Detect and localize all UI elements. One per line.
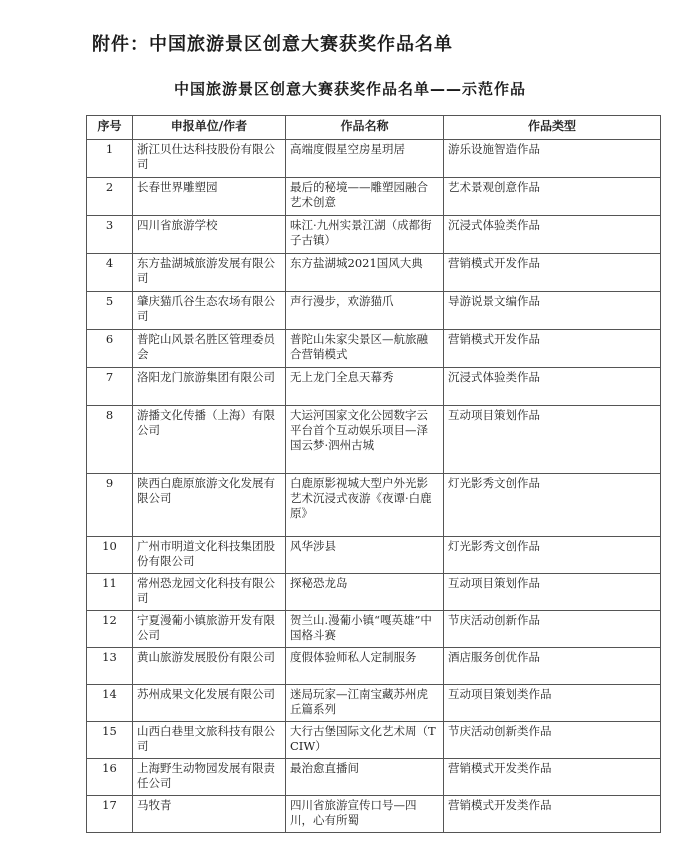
row-organization: 东方盐湖城旅游发展有限公司 <box>133 254 286 292</box>
column-header-number: 序号 <box>87 116 133 140</box>
row-work-type: 互动项目策划作品 <box>444 574 661 611</box>
row-organization: 陕西白鹿原旅游文化发展有限公司 <box>133 474 286 537</box>
row-number: 12 <box>87 611 133 648</box>
row-work-name: 东方盐湖城2021国风大典 <box>286 254 444 292</box>
row-work-name: 味江·九州实景江湖（成都街子古镇） <box>286 216 444 254</box>
row-organization: 马牧青 <box>133 796 286 833</box>
row-work-name: 最后的秘境——雕塑园融合艺术创意 <box>286 178 444 216</box>
row-work-name: 大运河国家文化公园数字云平台首个互动娱乐项目—泽国云梦·泗州古城 <box>286 406 444 474</box>
row-work-name: 贺兰山.漫葡小镇“嘎英雄”中国格斗赛 <box>286 611 444 648</box>
row-number: 1 <box>87 140 133 178</box>
table-row <box>87 178 661 216</box>
table-row <box>87 796 661 833</box>
row-number: 9 <box>87 474 133 537</box>
row-work-type: 艺术景观创意作品 <box>444 178 661 216</box>
row-work-type: 营销模式开发作品 <box>444 254 661 292</box>
row-work-type: 沉浸式体验类作品 <box>444 368 661 406</box>
table-row <box>87 574 661 611</box>
row-organization: 上海野生动物园发展有限责任公司 <box>133 759 286 796</box>
table-title: 中国旅游景区创意大赛获奖作品名单——示范作品 <box>173 80 526 98</box>
row-number: 15 <box>87 722 133 759</box>
row-work-name: 风华涉县 <box>286 537 444 574</box>
row-work-type: 互动项目策划类作品 <box>444 685 661 722</box>
row-work-type: 灯光影秀文创作品 <box>444 474 661 537</box>
row-number: 17 <box>87 796 133 833</box>
row-number: 5 <box>87 292 133 330</box>
row-number: 14 <box>87 685 133 722</box>
row-organization: 普陀山风景名胜区管理委员会 <box>133 330 286 368</box>
column-header-work-type: 作品类型 <box>444 116 661 140</box>
row-work-name: 最治愈直播间 <box>286 759 444 796</box>
row-work-type: 节庆活动创新类作品 <box>444 722 661 759</box>
row-number: 8 <box>87 406 133 474</box>
row-work-type: 游乐设施智造作品 <box>444 140 661 178</box>
row-work-type: 营销模式开发作品 <box>444 330 661 368</box>
table-row <box>87 368 661 406</box>
row-organization: 游播文化传播（上海）有限公司 <box>133 406 286 474</box>
table-row <box>87 722 661 759</box>
row-work-type: 导游说景文编作品 <box>444 292 661 330</box>
row-number: 10 <box>87 537 133 574</box>
table-row <box>87 759 661 796</box>
row-work-type: 营销模式开发类作品 <box>444 759 661 796</box>
row-work-name: 无上龙门全息天幕秀 <box>286 368 444 406</box>
row-organization: 苏州成果文化发展有限公司 <box>133 685 286 722</box>
row-number: 4 <box>87 254 133 292</box>
row-work-name: 探秘恐龙岛 <box>286 574 444 611</box>
row-number: 3 <box>87 216 133 254</box>
row-work-name: 声行漫步，欢游猫爪 <box>286 292 444 330</box>
appendix-title: 附件：中国旅游景区创意大赛获奖作品名单 <box>92 34 453 55</box>
row-organization: 宁夏漫葡小镇旅游开发有限公司 <box>133 611 286 648</box>
award-list-table <box>86 115 661 833</box>
row-organization: 洛阳龙门旅游集团有限公司 <box>133 368 286 406</box>
row-number: 11 <box>87 574 133 611</box>
row-number: 6 <box>87 330 133 368</box>
table-row <box>87 406 661 474</box>
row-work-name: 大行古堡国际文化艺术周（TCIW） <box>286 722 444 759</box>
row-organization: 山西白巷里文旅科技有限公司 <box>133 722 286 759</box>
row-work-name: 白鹿原影视城大型户外光影艺术沉浸式夜游《夜谭·白鹿原》 <box>286 474 444 537</box>
table-row <box>87 254 661 292</box>
table-row <box>87 292 661 330</box>
row-work-name: 四川省旅游宣传口号—四川，心有所蜀 <box>286 796 444 833</box>
table-row <box>87 216 661 254</box>
table-row <box>87 611 661 648</box>
table-row <box>87 685 661 722</box>
row-work-type: 互动项目策划作品 <box>444 406 661 474</box>
row-work-type: 沉浸式体验类作品 <box>444 216 661 254</box>
row-organization: 常州恐龙园文化科技有限公司 <box>133 574 286 611</box>
row-organization: 黄山旅游发展股份有限公司 <box>133 648 286 685</box>
row-number: 13 <box>87 648 133 685</box>
column-header-work-name: 作品名称 <box>286 116 444 140</box>
table-row <box>87 537 661 574</box>
row-organization: 浙江贝仕达科技股份有限公司 <box>133 140 286 178</box>
row-work-name: 度假体验师私人定制服务 <box>286 648 444 685</box>
row-number: 7 <box>87 368 133 406</box>
table-header-row <box>87 116 661 140</box>
row-work-type: 灯光影秀文创作品 <box>444 537 661 574</box>
row-organization: 长春世界雕塑园 <box>133 178 286 216</box>
row-organization: 广州市明道文化科技集团股份有限公司 <box>133 537 286 574</box>
table-row <box>87 140 661 178</box>
table-row <box>87 474 661 537</box>
row-work-type: 酒店服务创优作品 <box>444 648 661 685</box>
row-organization: 四川省旅游学校 <box>133 216 286 254</box>
table-body <box>87 140 661 833</box>
table-row <box>87 648 661 685</box>
table-row <box>87 330 661 368</box>
row-number: 2 <box>87 178 133 216</box>
row-work-type: 节庆活动创新作品 <box>444 611 661 648</box>
row-number: 16 <box>87 759 133 796</box>
row-work-name: 普陀山朱家尖景区—航旅融合营销模式 <box>286 330 444 368</box>
column-header-organization: 申报单位/作者 <box>133 116 286 140</box>
row-work-name: 迷局玩家—江南宝藏苏州虎丘篇系列 <box>286 685 444 722</box>
row-work-type: 营销模式开发类作品 <box>444 796 661 833</box>
row-organization: 肇庆猫爪谷生态农场有限公司 <box>133 292 286 330</box>
row-work-name: 高端度假星空房星玥居 <box>286 140 444 178</box>
